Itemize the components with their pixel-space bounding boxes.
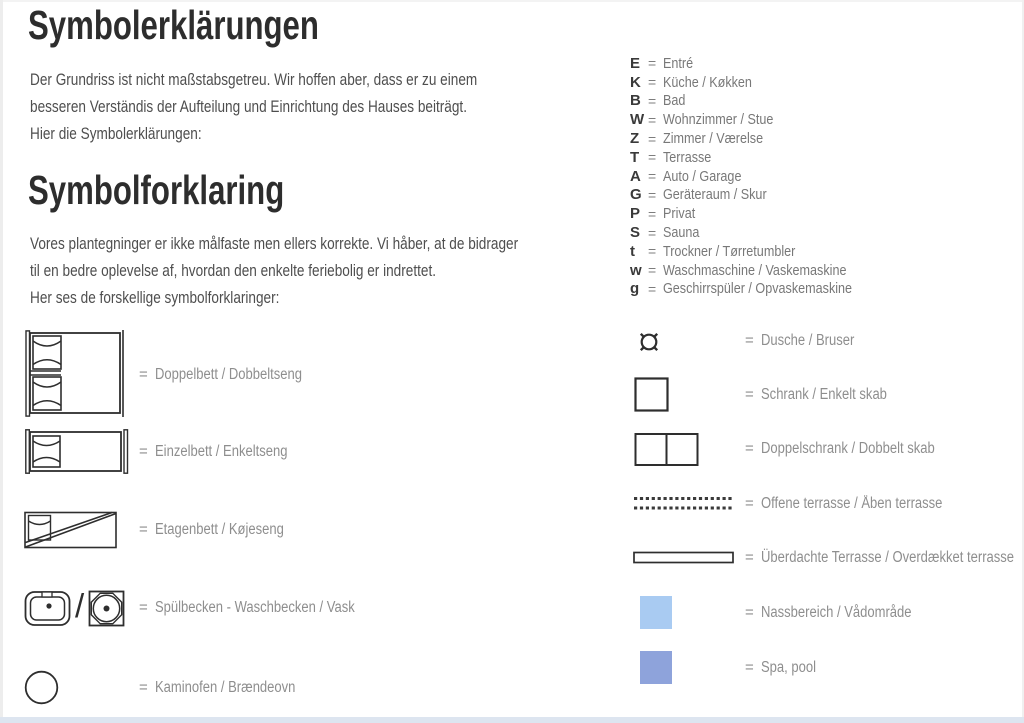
label-nassbereich: = Nassbereich / Vådområde [745, 604, 912, 621]
page-edge-left [0, 0, 3, 723]
abbreviation-list [630, 54, 1010, 298]
page-edge-bottom [0, 717, 1024, 723]
abbr-row-zimmer: Z = Zimmer / Værelse [630, 130, 764, 148]
wood-stove-icon [24, 670, 59, 705]
bunk-bed-icon [24, 511, 117, 549]
abbr-row-sauna: S = Sauna [630, 224, 700, 242]
label-schrank: = Schrank / Enkelt skab [745, 386, 887, 403]
intro-de-line-1: Der Grundriss ist nicht maßstabsgetreu. Wir hoffen aber, dass er zu einem [30, 70, 478, 89]
abbr-row-bad: B = Bad [630, 92, 686, 110]
abbr-row-auto: A = Auto / Garage [630, 167, 742, 185]
label-doppelbett: = Doppelbett / Dobbeltseng [139, 366, 302, 383]
shower-icon [636, 329, 662, 355]
label-ueberdachte-terrasse: = Überdachte Terrasse / Overdækket terrasse [745, 549, 1014, 566]
abbr-row-trockner: t = Trockner / Tørretumbler [630, 242, 796, 260]
double-wardrobe-icon [634, 432, 699, 467]
label-kaminofen: = Kaminofen / Brændeovn [139, 679, 296, 696]
wash-basin-icon [88, 590, 125, 627]
abbr-row-waschmaschine: w = Waschmaschine / Vaskemaskine [630, 261, 847, 279]
double-bed-icon [24, 330, 126, 417]
abbr-row-geschirrspueler: g = Geschirrspüler / Opvaskemaskine [630, 280, 853, 298]
intro-de-line-3: Hier die Symbolerklärungen: [30, 124, 202, 143]
intro-de-line-2: besseren Verständis der Aufteilung und Einrichtung des Hauses beiträgt. [30, 97, 467, 116]
covered-terrace-icon [633, 551, 734, 564]
slash-separator: / [75, 587, 85, 624]
label-doppelschrank: = Doppelschrank / Dobbelt skab [745, 440, 935, 457]
label-dusche: = Dusche / Bruser [745, 332, 855, 349]
sink-symbols [24, 588, 125, 627]
single-wardrobe-icon [634, 377, 669, 412]
label-etagenbett: = Etagenbett / Køjeseng [139, 521, 284, 538]
abbr-row-entre: E = Entré [630, 54, 694, 72]
label-einzelbett: = Einzelbett / Enkeltseng [139, 443, 288, 460]
intro-de [30, 66, 589, 147]
single-bed-icon [24, 429, 130, 474]
abbr-row-wohnzimmer: W = Wohnzimmer / Stue [630, 111, 774, 129]
abbr-row-geraeteraum: G = Geräteraum / Skur [630, 186, 767, 204]
intro-da-line-3: Her ses de forskellige symbolforklaringer: [30, 288, 280, 307]
wet-area-icon [640, 596, 672, 629]
open-terrace-icon [633, 494, 733, 512]
abbr-row-terrasse: T = Terrasse [630, 148, 712, 166]
kitchen-sink-icon [24, 590, 71, 627]
abbr-row-privat: P = Privat [630, 205, 696, 223]
label-spa-pool: = Spa, pool [745, 659, 816, 676]
abbr-row-kueche: K = Küche / Køkken [630, 73, 752, 91]
intro-da-line-2: til en bedre oplevelse af, hvordan den enkelte feriebolig er indrettet. [30, 261, 436, 280]
page-title-de: Symbolerklärungen [28, 2, 319, 48]
page-title-da: Symbolforklaring [28, 167, 285, 213]
spa-pool-icon [640, 651, 672, 684]
label-offene-terrasse: = Offene terrasse / Åben terrasse [745, 495, 943, 512]
intro-da-line-1: Vores plantegninger er ikke målfaste men ellers korrekte. Vi håber, at de bidrager [30, 234, 519, 253]
label-spuelbecken: = Spülbecken - Waschbecken / Vask [139, 599, 355, 616]
intro-da [30, 230, 640, 311]
